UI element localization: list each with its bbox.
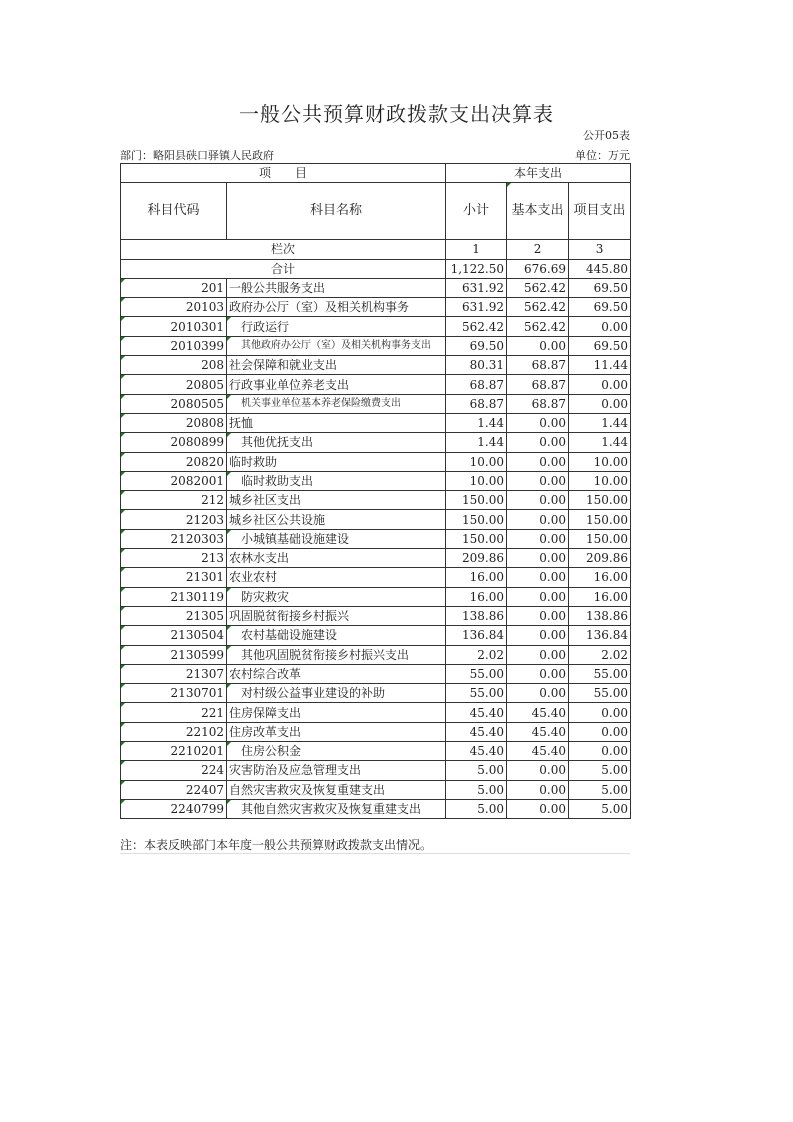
row-project: 0.00 bbox=[569, 722, 631, 741]
row-code: 2130504 bbox=[121, 626, 227, 645]
row-name: 巩固脱贫衔接乡村振兴 bbox=[227, 606, 446, 625]
row-code: 221 bbox=[121, 703, 227, 722]
row-basic: 562.42 bbox=[507, 298, 569, 317]
header-subtotal: 小计 bbox=[446, 183, 507, 240]
row-code: 22407 bbox=[121, 780, 227, 799]
row-name: 其他巩固脱贫衔接乡村振兴支出 bbox=[227, 645, 446, 664]
row-code: 212 bbox=[121, 491, 227, 510]
table-row bbox=[121, 549, 631, 568]
row-name: 抚恤 bbox=[227, 413, 446, 432]
row-subtotal: 55.00 bbox=[446, 684, 507, 703]
column-1: 1 bbox=[446, 240, 507, 259]
row-name: 其他政府办公厅（室）及相关机构事务支出 bbox=[227, 336, 446, 355]
table-row bbox=[121, 452, 631, 471]
row-subtotal: 80.31 bbox=[446, 356, 507, 375]
row-project: 5.00 bbox=[569, 799, 631, 818]
table-row bbox=[121, 471, 631, 490]
row-code: 21301 bbox=[121, 568, 227, 587]
row-subtotal: 5.00 bbox=[446, 761, 507, 780]
row-basic: 562.42 bbox=[507, 278, 569, 297]
row-basic: 45.40 bbox=[507, 742, 569, 761]
column-3: 3 bbox=[569, 240, 631, 259]
row-subtotal: 631.92 bbox=[446, 298, 507, 317]
row-project: 2.02 bbox=[569, 645, 631, 664]
row-basic: 68.87 bbox=[507, 375, 569, 394]
table-row bbox=[121, 317, 631, 336]
row-name: 行政事业单位养老支出 bbox=[227, 375, 446, 394]
table-row bbox=[121, 664, 631, 683]
row-basic: 0.00 bbox=[507, 664, 569, 683]
header-name: 科目名称 bbox=[227, 183, 446, 240]
row-basic: 0.00 bbox=[507, 549, 569, 568]
row-code: 201 bbox=[121, 278, 227, 297]
row-project: 150.00 bbox=[569, 491, 631, 510]
row-subtotal: 2.02 bbox=[446, 645, 507, 664]
row-code: 2130701 bbox=[121, 684, 227, 703]
header-item: 项 目 bbox=[121, 164, 446, 183]
row-subtotal: 10.00 bbox=[446, 471, 507, 490]
row-code: 2130119 bbox=[121, 587, 227, 606]
row-subtotal: 209.86 bbox=[446, 549, 507, 568]
table-row bbox=[121, 703, 631, 722]
row-basic: 0.00 bbox=[507, 568, 569, 587]
row-basic: 0.00 bbox=[507, 780, 569, 799]
row-basic: 0.00 bbox=[507, 606, 569, 625]
row-subtotal: 1.44 bbox=[446, 433, 507, 452]
row-name: 住房保障支出 bbox=[227, 703, 446, 722]
row-project: 69.50 bbox=[569, 298, 631, 317]
row-subtotal: 45.40 bbox=[446, 722, 507, 741]
row-project: 5.00 bbox=[569, 761, 631, 780]
table-row bbox=[121, 278, 631, 297]
row-basic: 68.87 bbox=[507, 394, 569, 413]
row-name: 一般公共服务支出 bbox=[227, 278, 446, 297]
table-row bbox=[121, 568, 631, 587]
row-project: 0.00 bbox=[569, 742, 631, 761]
row-code: 2082001 bbox=[121, 471, 227, 490]
row-code: 2010399 bbox=[121, 336, 227, 355]
row-project: 0.00 bbox=[569, 317, 631, 336]
row-code: 21305 bbox=[121, 606, 227, 625]
row-subtotal: 55.00 bbox=[446, 664, 507, 683]
row-project: 11.44 bbox=[569, 356, 631, 375]
total-project: 445.80 bbox=[569, 259, 631, 278]
row-project: 0.00 bbox=[569, 375, 631, 394]
header-current-year: 本年支出 bbox=[446, 164, 631, 183]
row-name: 其他优抚支出 bbox=[227, 433, 446, 452]
row-subtotal: 68.87 bbox=[446, 394, 507, 413]
row-subtotal: 10.00 bbox=[446, 452, 507, 471]
table-row bbox=[121, 356, 631, 375]
row-project: 1.44 bbox=[569, 413, 631, 432]
row-basic: 0.00 bbox=[507, 684, 569, 703]
row-subtotal: 150.00 bbox=[446, 491, 507, 510]
row-project: 55.00 bbox=[569, 664, 631, 683]
row-code: 2120303 bbox=[121, 529, 227, 548]
total-label: 合计 bbox=[121, 259, 446, 278]
department-label: 部门：略阳县硖口驿镇人民政府 bbox=[120, 149, 274, 162]
row-code: 2080899 bbox=[121, 433, 227, 452]
row-project: 10.00 bbox=[569, 452, 631, 471]
row-code: 224 bbox=[121, 761, 227, 780]
row-project: 209.86 bbox=[569, 549, 631, 568]
unit-label: 单位：万元 bbox=[575, 149, 630, 162]
row-code: 2240799 bbox=[121, 799, 227, 818]
table-row bbox=[121, 645, 631, 664]
row-name: 机关事业单位基本养老保险缴费支出 bbox=[227, 394, 446, 413]
row-subtotal: 136.84 bbox=[446, 626, 507, 645]
row-project: 16.00 bbox=[569, 587, 631, 606]
row-code: 20820 bbox=[121, 452, 227, 471]
row-project: 5.00 bbox=[569, 780, 631, 799]
row-name: 行政运行 bbox=[227, 317, 446, 336]
row-code: 2130599 bbox=[121, 645, 227, 664]
row-basic: 562.42 bbox=[507, 317, 569, 336]
row-name: 小城镇基础设施建设 bbox=[227, 529, 446, 548]
row-name: 住房公积金 bbox=[227, 742, 446, 761]
row-subtotal: 150.00 bbox=[446, 529, 507, 548]
row-subtotal: 45.40 bbox=[446, 703, 507, 722]
row-basic: 0.00 bbox=[507, 413, 569, 432]
row-name: 城乡社区公共设施 bbox=[227, 510, 446, 529]
row-name: 临时救助 bbox=[227, 452, 446, 471]
table-row bbox=[121, 626, 631, 645]
row-subtotal: 16.00 bbox=[446, 568, 507, 587]
row-code: 22102 bbox=[121, 722, 227, 741]
row-subtotal: 1.44 bbox=[446, 413, 507, 432]
table-row bbox=[121, 780, 631, 799]
row-project: 10.00 bbox=[569, 471, 631, 490]
column-label: 栏次 bbox=[121, 240, 446, 259]
page-title: 一般公共预算财政拨款支出决算表 bbox=[239, 102, 554, 126]
row-name: 住房改革支出 bbox=[227, 722, 446, 741]
row-project: 136.84 bbox=[569, 626, 631, 645]
row-name: 农村综合改革 bbox=[227, 664, 446, 683]
row-code: 213 bbox=[121, 549, 227, 568]
row-project: 16.00 bbox=[569, 568, 631, 587]
row-project: 55.00 bbox=[569, 684, 631, 703]
table-row bbox=[121, 722, 631, 741]
row-basic: 68.87 bbox=[507, 356, 569, 375]
row-name: 其他自然灾害救灾及恢复重建支出 bbox=[227, 799, 446, 818]
row-basic: 0.00 bbox=[507, 529, 569, 548]
row-subtotal: 5.00 bbox=[446, 780, 507, 799]
table-row bbox=[121, 336, 631, 355]
table-row bbox=[121, 529, 631, 548]
header-project: 项目支出 bbox=[569, 183, 631, 240]
row-name: 对村级公益事业建设的补助 bbox=[227, 684, 446, 703]
row-subtotal: 16.00 bbox=[446, 587, 507, 606]
table-row bbox=[121, 433, 631, 452]
row-code: 21307 bbox=[121, 664, 227, 683]
row-name: 临时救助支出 bbox=[227, 471, 446, 490]
row-project: 69.50 bbox=[569, 278, 631, 297]
row-name: 城乡社区支出 bbox=[227, 491, 446, 510]
row-basic: 0.00 bbox=[507, 626, 569, 645]
row-basic: 0.00 bbox=[507, 491, 569, 510]
total-subtotal: 1,122.50 bbox=[446, 259, 507, 278]
row-code: 208 bbox=[121, 356, 227, 375]
table-row bbox=[121, 684, 631, 703]
row-project: 1.44 bbox=[569, 433, 631, 452]
row-basic: 0.00 bbox=[507, 471, 569, 490]
footnote: 注：本表反映部门本年度一般公共预算财政拨款支出情况。 bbox=[120, 836, 630, 854]
total-basic: 676.69 bbox=[507, 259, 569, 278]
table-row bbox=[121, 375, 631, 394]
row-code: 2010301 bbox=[121, 317, 227, 336]
header-basic: 基本支出 bbox=[507, 183, 569, 240]
row-basic: 0.00 bbox=[507, 587, 569, 606]
table-row bbox=[121, 298, 631, 317]
table-row bbox=[121, 413, 631, 432]
row-subtotal: 69.50 bbox=[446, 336, 507, 355]
row-project: 150.00 bbox=[569, 529, 631, 548]
row-project: 150.00 bbox=[569, 510, 631, 529]
row-name: 自然灾害救灾及恢复重建支出 bbox=[227, 780, 446, 799]
table-row bbox=[121, 510, 631, 529]
row-basic: 0.00 bbox=[507, 761, 569, 780]
row-code: 20103 bbox=[121, 298, 227, 317]
row-subtotal: 631.92 bbox=[446, 278, 507, 297]
column-2: 2 bbox=[507, 240, 569, 259]
row-basic: 45.40 bbox=[507, 722, 569, 741]
row-name: 防灾救灾 bbox=[227, 587, 446, 606]
row-name: 灾害防治及应急管理支出 bbox=[227, 761, 446, 780]
row-code: 2080505 bbox=[121, 394, 227, 413]
row-name: 政府办公厅（室）及相关机构事务 bbox=[227, 298, 446, 317]
table-row bbox=[121, 606, 631, 625]
row-basic: 0.00 bbox=[507, 336, 569, 355]
row-basic: 0.00 bbox=[507, 645, 569, 664]
table-row bbox=[121, 587, 631, 606]
form-number: 公开05表 bbox=[583, 129, 630, 142]
row-project: 69.50 bbox=[569, 336, 631, 355]
row-subtotal: 562.42 bbox=[446, 317, 507, 336]
table-row bbox=[121, 742, 631, 761]
row-basic: 0.00 bbox=[507, 433, 569, 452]
row-subtotal: 68.87 bbox=[446, 375, 507, 394]
row-name: 农业农村 bbox=[227, 568, 446, 587]
table-row bbox=[121, 799, 631, 818]
row-code: 20808 bbox=[121, 413, 227, 432]
table-row bbox=[121, 394, 631, 413]
row-subtotal: 150.00 bbox=[446, 510, 507, 529]
expenditure-table bbox=[120, 163, 631, 819]
row-project: 0.00 bbox=[569, 703, 631, 722]
row-basic: 0.00 bbox=[507, 452, 569, 471]
row-basic: 0.00 bbox=[507, 510, 569, 529]
table-row bbox=[121, 491, 631, 510]
header-code: 科目代码 bbox=[121, 183, 227, 240]
row-name: 农村基础设施建设 bbox=[227, 626, 446, 645]
table-row bbox=[121, 761, 631, 780]
row-basic: 45.40 bbox=[507, 703, 569, 722]
row-name: 农林水支出 bbox=[227, 549, 446, 568]
row-basic: 0.00 bbox=[507, 799, 569, 818]
row-project: 0.00 bbox=[569, 394, 631, 413]
row-code: 2210201 bbox=[121, 742, 227, 761]
row-subtotal: 45.40 bbox=[446, 742, 507, 761]
row-code: 21203 bbox=[121, 510, 227, 529]
row-name: 社会保障和就业支出 bbox=[227, 356, 446, 375]
row-code: 20805 bbox=[121, 375, 227, 394]
row-project: 138.86 bbox=[569, 606, 631, 625]
row-subtotal: 5.00 bbox=[446, 799, 507, 818]
row-subtotal: 138.86 bbox=[446, 606, 507, 625]
